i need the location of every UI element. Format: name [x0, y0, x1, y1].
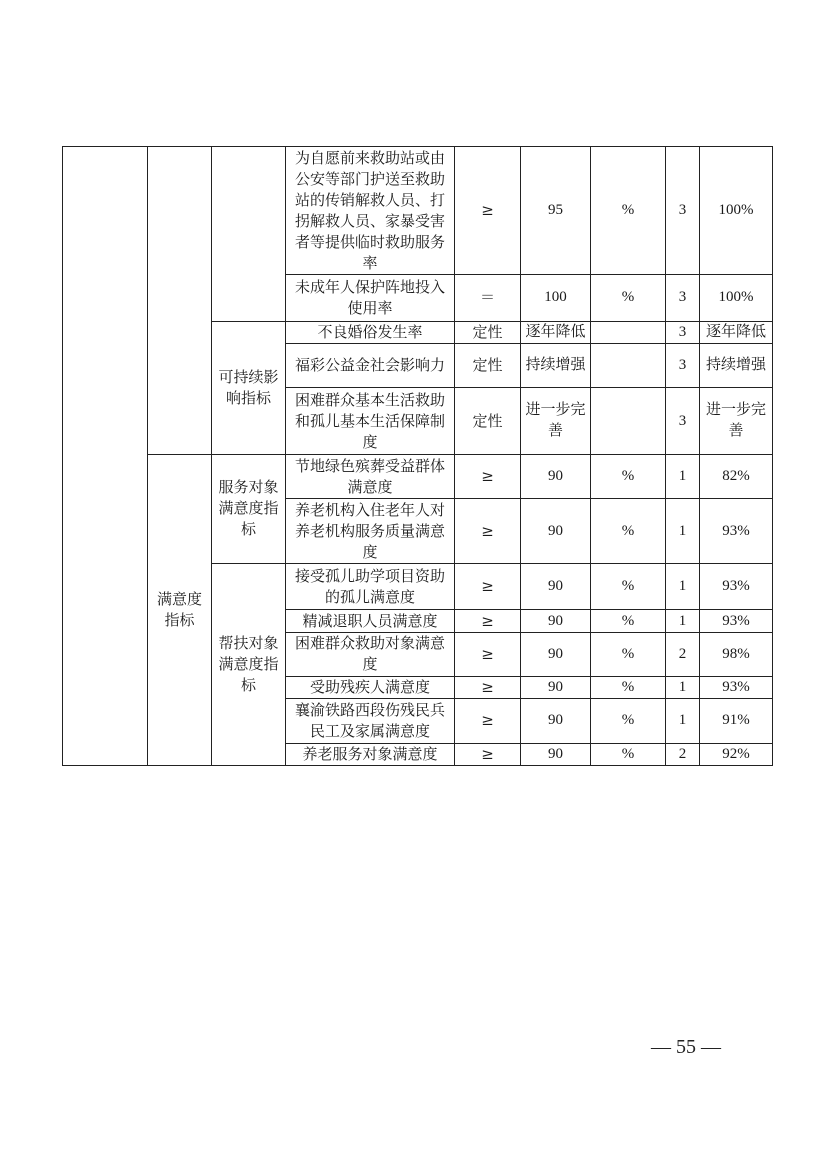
indicator-name-cell: 接受孤儿助学项目资助的孤儿满意度 [286, 563, 455, 609]
operator-cell: ≥ [455, 610, 521, 632]
score-cell: 3 [666, 147, 700, 275]
operator-cell: 定性 [455, 321, 521, 343]
actual-value-cell: 进一步完善 [700, 388, 773, 455]
indicator-name-cell: 精减退职人员满意度 [286, 610, 455, 632]
unit-cell: % [591, 610, 666, 632]
indicator-name-cell: 困难群众救助对象满意度 [286, 632, 455, 676]
actual-value-cell: 逐年降低 [700, 321, 773, 343]
actual-value-cell: 93% [700, 677, 773, 699]
actual-value-cell: 91% [700, 699, 773, 743]
actual-value-cell: 93% [700, 499, 773, 564]
score-cell: 1 [666, 499, 700, 564]
indicator-name-cell: 不良婚俗发生率 [286, 321, 455, 343]
operator-cell: ≥ [455, 147, 521, 275]
unit-cell [591, 388, 666, 455]
page-number: — 55 — [651, 1036, 721, 1058]
target-value-cell: 95 [521, 147, 591, 275]
level-3-indicator-cell [212, 147, 286, 322]
actual-value-cell: 100% [700, 275, 773, 321]
operator-cell: ≥ [455, 677, 521, 699]
target-value-cell: 90 [521, 632, 591, 676]
target-value-cell: 90 [521, 699, 591, 743]
performance-indicator-table-container [62, 146, 772, 766]
indicator-name-cell: 为自愿前来救助站或由公安等部门护送至救助站的传销解救人员、打拐解救人员、家暴受害者等提供临时救助服务率 [286, 147, 455, 275]
actual-value-cell: 82% [700, 454, 773, 498]
actual-value-cell: 持续增强 [700, 343, 773, 387]
unit-cell: % [591, 632, 666, 676]
level-2-indicator-cell [148, 147, 212, 455]
unit-cell [591, 321, 666, 343]
operator-cell: ≥ [455, 499, 521, 564]
unit-cell: % [591, 563, 666, 609]
operator-cell: ≥ [455, 563, 521, 609]
operator-cell: 定性 [455, 343, 521, 387]
unit-cell: % [591, 677, 666, 699]
target-value-cell: 90 [521, 499, 591, 564]
operator-cell: ≥ [455, 454, 521, 498]
actual-value-cell: 98% [700, 632, 773, 676]
indicator-name-cell: 福彩公益金社会影响力 [286, 343, 455, 387]
target-value-cell: 90 [521, 677, 591, 699]
unit-cell: % [591, 499, 666, 564]
unit-cell: % [591, 699, 666, 743]
score-cell: 1 [666, 563, 700, 609]
score-cell: 3 [666, 275, 700, 321]
score-cell: 2 [666, 632, 700, 676]
target-value-cell: 90 [521, 610, 591, 632]
indicator-name-cell: 养老服务对象满意度 [286, 743, 455, 765]
operator-cell: 定性 [455, 388, 521, 455]
actual-value-cell: 93% [700, 610, 773, 632]
operator-cell: ≥ [455, 699, 521, 743]
operator-cell: ≥ [455, 743, 521, 765]
unit-cell: % [591, 147, 666, 275]
indicator-name-cell: 未成年人保护阵地投入使用率 [286, 275, 455, 321]
actual-value-cell: 100% [700, 147, 773, 275]
level-3-indicator-cell: 服务对象满意度指标 [212, 454, 286, 563]
table-row [63, 147, 773, 275]
table-row [63, 454, 773, 498]
operator-cell: ＝ [455, 275, 521, 321]
level-3-indicator-cell: 帮扶对象满意度指标 [212, 563, 286, 765]
score-cell: 3 [666, 388, 700, 455]
operator-cell: ≥ [455, 632, 521, 676]
indicator-name-cell: 困难群众基本生活救助和孤儿基本生活保障制度 [286, 388, 455, 455]
performance-indicator-table [62, 146, 773, 766]
score-cell: 1 [666, 677, 700, 699]
indicator-name-cell: 节地绿色殡葬受益群体满意度 [286, 454, 455, 498]
indicator-name-cell: 襄渝铁路西段伤残民兵民工及家属满意度 [286, 699, 455, 743]
level-3-indicator-cell: 可持续影响指标 [212, 321, 286, 454]
target-value-cell: 逐年降低 [521, 321, 591, 343]
indicator-name-cell: 受助残疾人满意度 [286, 677, 455, 699]
target-value-cell: 90 [521, 563, 591, 609]
target-value-cell: 90 [521, 454, 591, 498]
target-value-cell: 100 [521, 275, 591, 321]
level-1-indicator-cell [63, 147, 148, 766]
target-value-cell: 90 [521, 743, 591, 765]
target-value-cell: 持续增强 [521, 343, 591, 387]
score-cell: 3 [666, 343, 700, 387]
score-cell: 3 [666, 321, 700, 343]
level-2-indicator-cell: 满意度指标 [148, 454, 212, 765]
score-cell: 2 [666, 743, 700, 765]
score-cell: 1 [666, 610, 700, 632]
score-cell: 1 [666, 454, 700, 498]
actual-value-cell: 93% [700, 563, 773, 609]
unit-cell [591, 343, 666, 387]
unit-cell: % [591, 743, 666, 765]
unit-cell: % [591, 454, 666, 498]
target-value-cell: 进一步完善 [521, 388, 591, 455]
indicator-name-cell: 养老机构入住老年人对养老机构服务质量满意度 [286, 499, 455, 564]
actual-value-cell: 92% [700, 743, 773, 765]
score-cell: 1 [666, 699, 700, 743]
unit-cell: % [591, 275, 666, 321]
